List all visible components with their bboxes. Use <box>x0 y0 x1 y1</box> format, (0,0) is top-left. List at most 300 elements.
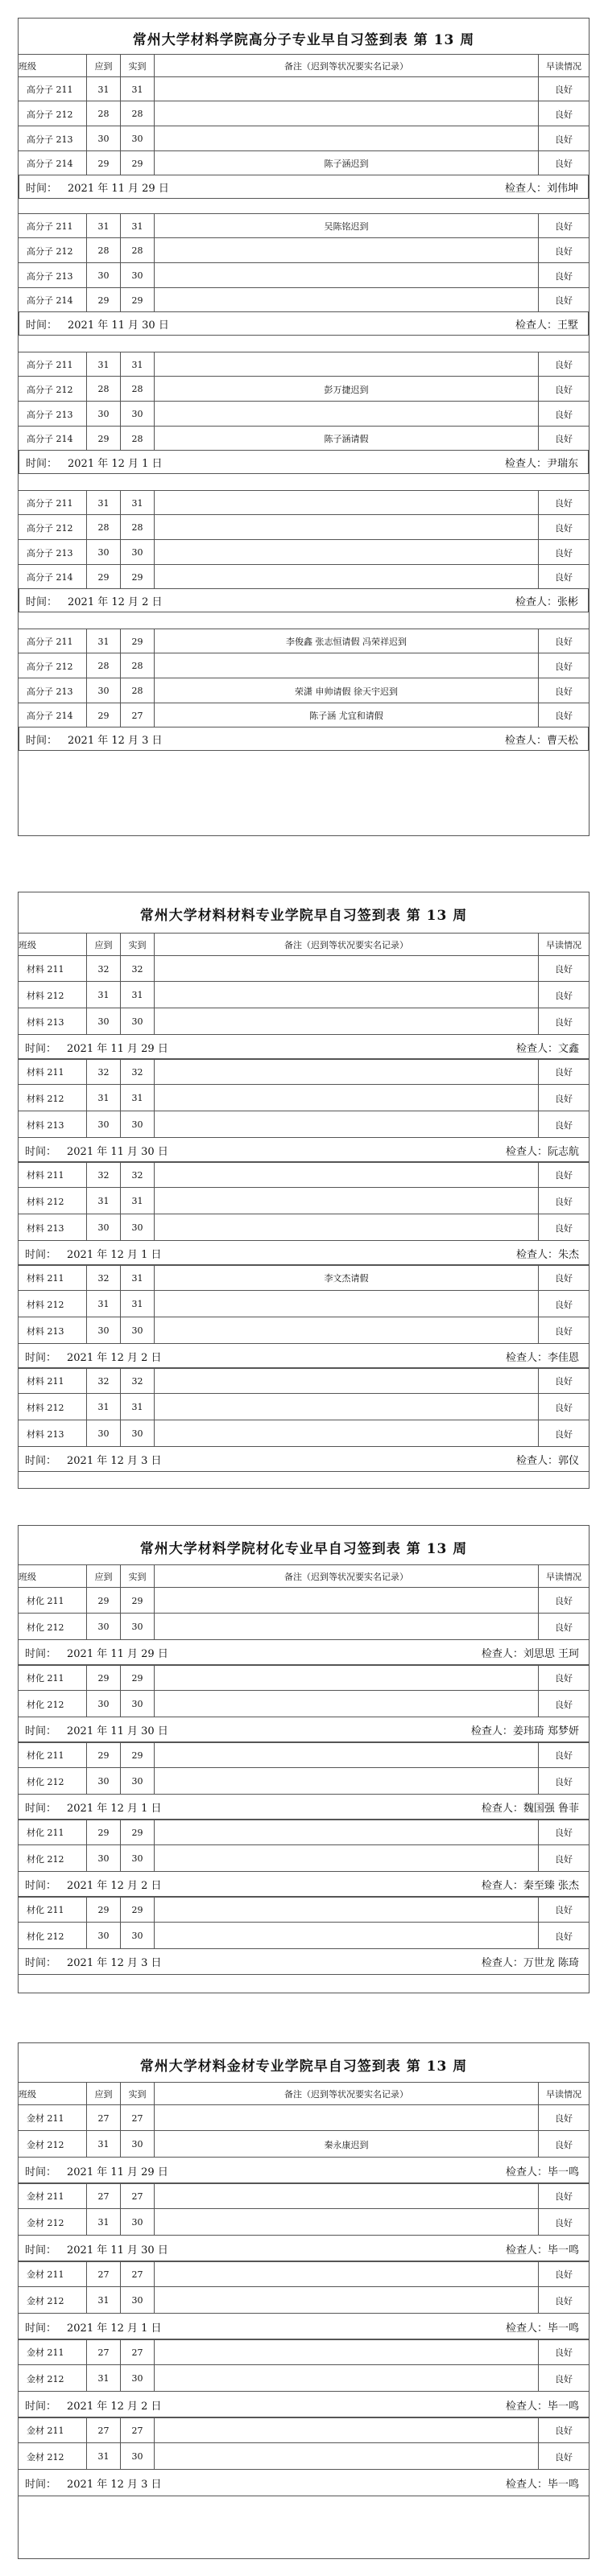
note-cell: 荣潇 申帅请假 徐天宇迟到 <box>155 678 539 703</box>
note-cell <box>155 653 539 678</box>
status-cell: 良好 <box>555 434 573 444</box>
class-cell: 材化 211 <box>19 1588 87 1614</box>
inspector-label: 检查人： <box>515 319 557 332</box>
date-inspector-row <box>19 311 589 336</box>
note-cell <box>155 1059 539 1085</box>
time-label: 时间： <box>25 2400 57 2413</box>
status-cell: 良好 <box>555 1750 573 1761</box>
date-inspector-row <box>19 727 589 751</box>
actual-attend-cell: 32 <box>121 1162 155 1188</box>
sheet-title: 常州大学材料学院高分子专业早自习签到表 第 13 周 <box>132 32 475 48</box>
header-note: 备注（迟到等状况要实名记录） <box>155 2083 539 2105</box>
inspector-text <box>505 455 578 470</box>
should-attend-cell: 31 <box>87 629 121 653</box>
should-attend-cell: 29 <box>87 151 121 175</box>
should-attend-cell: 28 <box>87 515 121 540</box>
actual-attend-cell: 28 <box>121 427 155 451</box>
table-row <box>19 1058 589 1085</box>
status-cell: 良好 <box>555 1828 573 1838</box>
note-cell <box>155 982 539 1008</box>
status-cell: 良好 <box>555 1428 573 1440</box>
class-cell: 材化 212 <box>19 1614 87 1640</box>
note-cell <box>155 1691 539 1717</box>
date-inspector-row <box>19 588 589 612</box>
note-cell <box>155 1768 539 1795</box>
note-cell <box>155 352 539 377</box>
actual-attend-cell: 30 <box>121 1845 155 1872</box>
date-text: 2021 年 12 月 1 日 <box>67 1803 162 1815</box>
class-cell: 金材 211 <box>19 2417 87 2443</box>
status-cell: 良好 <box>555 1673 573 1684</box>
note-cell <box>155 2105 539 2131</box>
table-row <box>19 1613 589 1640</box>
table-row <box>19 2130 589 2158</box>
actual-attend-cell: 29 <box>121 1742 155 1768</box>
status-cell: 良好 <box>555 1093 573 1104</box>
should-attend-cell: 31 <box>87 2131 121 2158</box>
time-label: 时间： <box>25 1957 57 1969</box>
should-attend-cell: 31 <box>87 2365 121 2392</box>
actual-attend-cell: 30 <box>121 2131 155 2158</box>
table-row <box>19 1084 589 1111</box>
class-cell: 材化 211 <box>19 1820 87 1845</box>
inspector-name: 秦至臻 张杰 <box>523 1880 579 1892</box>
note-cell <box>155 1897 539 1923</box>
date-text: 2021 年 11 月 30 日 <box>68 319 169 332</box>
should-attend-cell: 30 <box>87 1923 121 1949</box>
date-text: 2021 年 11 月 29 日 <box>67 1648 168 1660</box>
should-attend-cell: 31 <box>87 214 121 238</box>
note-cell: 李俊鑫 张志恒请假 冯荣祥迟到 <box>155 629 539 653</box>
inspector-name: 魏国强 鲁菲 <box>523 1803 579 1815</box>
note-cell <box>155 2339 539 2365</box>
date-text: 2021 年 11 月 30 日 <box>67 1145 168 1158</box>
note-cell <box>155 101 539 126</box>
date-inspector-row <box>19 1343 589 1369</box>
status-cell: 良好 <box>555 637 573 647</box>
status-cell: 良好 <box>555 1273 573 1284</box>
should-attend-cell: 29 <box>87 1588 121 1614</box>
actual-attend-cell: 30 <box>121 1008 155 1035</box>
actual-attend-cell: 27 <box>121 2183 155 2209</box>
should-attend-cell: 30 <box>87 1008 121 1035</box>
status-cell: 良好 <box>555 360 573 370</box>
note-cell <box>155 1394 539 1420</box>
table-row <box>19 539 589 565</box>
time-label: 时间： <box>25 2478 57 2491</box>
actual-attend-cell: 30 <box>121 1317 155 1344</box>
should-attend-cell: 29 <box>87 1820 121 1845</box>
table-row <box>19 1587 589 1614</box>
status-cell: 良好 <box>555 964 573 975</box>
should-attend-cell: 32 <box>87 1368 121 1394</box>
should-attend-cell: 30 <box>87 402 121 427</box>
table-row <box>19 1664 589 1691</box>
note-cell <box>155 2365 539 2392</box>
inspector-text <box>506 1143 579 1158</box>
date-text: 2021 年 12 月 3 日 <box>67 1957 162 1969</box>
actual-attend-cell: 28 <box>121 515 155 540</box>
actual-attend-cell: 28 <box>121 238 155 263</box>
class-cell: 材料 213 <box>19 1111 87 1138</box>
table-row <box>19 1290 589 1317</box>
class-cell: 金材 211 <box>19 2105 87 2131</box>
date-text: 2021 年 11 月 30 日 <box>67 1725 168 1737</box>
date-inspector-row <box>19 2313 589 2340</box>
note-cell <box>155 402 539 427</box>
date-text: 2021 年 12 月 1 日 <box>68 457 163 470</box>
date-inspector-row <box>19 1034 589 1060</box>
header-status: 早读情况 <box>546 2089 581 2100</box>
inspector-name: 张彬 <box>556 596 578 608</box>
actual-attend-cell: 30 <box>121 1214 155 1241</box>
actual-attend-cell: 30 <box>121 1111 155 1138</box>
table-row <box>19 2417 589 2443</box>
time-label: 时间： <box>25 1880 57 1892</box>
note-cell <box>155 238 539 263</box>
time-label: 时间： <box>26 596 58 608</box>
class-cell: 高分子 213 <box>19 402 87 427</box>
status-cell: 良好 <box>555 1699 573 1710</box>
note-cell <box>155 1162 539 1188</box>
inspector-name: 朱杰 <box>557 1248 579 1261</box>
sheet-title: 常州大学材料学院材化专业早自习签到表 第 13 周 <box>139 1541 468 1557</box>
inspector-label: 检查人： <box>505 2166 548 2178</box>
date-inspector-row <box>19 1948 589 1975</box>
table-row <box>19 955 589 982</box>
note-cell: 陈子涵请假 <box>155 427 539 451</box>
class-cell: 材料 213 <box>19 1420 87 1447</box>
inspector-label: 检查人： <box>504 182 547 195</box>
actual-attend-cell: 29 <box>121 565 155 589</box>
time-label: 时间： <box>25 2322 57 2335</box>
inspector-text <box>505 732 578 747</box>
table-row <box>19 2261 589 2287</box>
actual-attend-cell: 27 <box>121 703 155 727</box>
header-note: 备注（迟到等状况要实名记录） <box>155 1565 539 1588</box>
inspector-label: 检查人： <box>515 1454 558 1467</box>
table-row <box>19 101 589 126</box>
actual-attend-cell: 29 <box>121 1665 155 1691</box>
actual-attend-cell: 27 <box>121 2105 155 2131</box>
status-cell: 良好 <box>555 1222 573 1234</box>
note-cell <box>155 1742 539 1768</box>
status-cell: 良好 <box>555 221 573 232</box>
class-cell: 材化 212 <box>19 1691 87 1717</box>
note-cell <box>155 126 539 151</box>
note-cell <box>155 956 539 982</box>
table-row <box>19 1367 589 1394</box>
inspector-label: 检查人： <box>505 2478 548 2491</box>
actual-attend-cell: 28 <box>121 678 155 703</box>
date-text: 2021 年 12 月 2 日 <box>68 596 163 608</box>
actual-attend-cell: 32 <box>121 1059 155 1085</box>
date-inspector-row <box>19 450 589 474</box>
status-cell: 良好 <box>555 2269 573 2280</box>
note-cell <box>155 263 539 288</box>
table-row <box>19 1393 589 1420</box>
table-row <box>19 1420 589 1447</box>
actual-attend-cell: 31 <box>121 77 155 101</box>
table-row <box>19 2339 589 2365</box>
class-cell: 材化 211 <box>19 1742 87 1768</box>
class-cell: 材料 212 <box>19 1394 87 1420</box>
date-inspector-row <box>19 1794 589 1820</box>
should-attend-cell: 30 <box>87 1691 121 1717</box>
actual-attend-cell: 28 <box>121 101 155 126</box>
date-text: 2021 年 11 月 29 日 <box>68 182 169 195</box>
note-cell <box>155 1614 539 1640</box>
inspector-text <box>482 1877 579 1892</box>
inspector-name: 曹天松 <box>546 734 578 747</box>
should-attend-cell: 27 <box>87 2417 121 2443</box>
inspector-text <box>506 2319 579 2335</box>
class-cell: 材料 213 <box>19 1317 87 1344</box>
note-cell <box>155 1317 539 1344</box>
class-cell: 材化 211 <box>19 1665 87 1691</box>
table-row <box>19 2208 589 2236</box>
actual-attend-cell: 29 <box>121 151 155 175</box>
status-cell: 良好 <box>555 2373 573 2384</box>
should-attend-cell: 32 <box>87 956 121 982</box>
status-cell: 良好 <box>555 1325 573 1337</box>
inspector-name: 万世龙 陈琦 <box>523 1957 579 1969</box>
class-cell: 高分子 214 <box>19 565 87 589</box>
time-label: 时间： <box>25 1042 57 1055</box>
status-cell: 良好 <box>555 84 573 95</box>
should-attend-cell: 29 <box>87 288 121 312</box>
class-cell: 金材 212 <box>19 2365 87 2392</box>
status-cell: 良好 <box>555 2295 573 2306</box>
note-cell <box>155 1291 539 1317</box>
table-row <box>19 1008 589 1035</box>
actual-attend-cell: 30 <box>121 540 155 565</box>
date-inspector-row <box>19 1717 589 1743</box>
status-cell: 良好 <box>555 1776 573 1787</box>
inspector-name: 毕一鸣 <box>547 2244 579 2257</box>
class-cell: 材料 211 <box>19 956 87 982</box>
date-text: 2021 年 12 月 1 日 <box>67 2322 162 2335</box>
status-cell: 良好 <box>555 1299 573 1310</box>
note-cell: 彭万捷迟到 <box>155 377 539 402</box>
status-cell: 良好 <box>555 1119 573 1131</box>
table-row <box>19 262 589 288</box>
inspector-label: 检查人： <box>504 457 547 470</box>
actual-attend-cell: 32 <box>121 956 155 982</box>
class-cell: 材化 211 <box>19 1897 87 1923</box>
inspector-name: 毕一鸣 <box>547 2166 579 2178</box>
status-cell: 良好 <box>555 1402 573 1413</box>
class-cell: 材料 211 <box>19 1368 87 1394</box>
time-label: 时间： <box>25 1648 57 1660</box>
date-inspector-row <box>19 2235 589 2262</box>
class-cell: 金材 212 <box>19 2443 87 2470</box>
note-cell <box>155 491 539 515</box>
inspector-name: 郭仪 <box>557 1454 579 1467</box>
date-text: 2021 年 12 月 1 日 <box>67 1248 162 1261</box>
date-text: 2021 年 12 月 3 日 <box>67 2478 162 2491</box>
status-cell: 良好 <box>555 409 573 420</box>
note-cell <box>155 565 539 589</box>
table-row <box>19 629 589 653</box>
note-cell <box>155 2209 539 2236</box>
note-cell <box>155 1923 539 1949</box>
table-row <box>19 1819 589 1845</box>
date-text: 2021 年 12 月 2 日 <box>67 2400 162 2413</box>
inspector-label: 检查人： <box>515 1042 558 1055</box>
actual-attend-cell: 30 <box>121 263 155 288</box>
inspector-text <box>482 1799 579 1815</box>
date-inspector-row <box>19 175 589 199</box>
status-cell: 良好 <box>555 1016 573 1028</box>
status-cell: 良好 <box>555 1196 573 1207</box>
inspector-text <box>516 1246 579 1261</box>
should-attend-cell: 31 <box>87 1291 121 1317</box>
class-cell: 材料 212 <box>19 1085 87 1111</box>
date-text: 2021 年 11 月 29 日 <box>67 1042 168 1055</box>
date-text: 2021 年 12 月 2 日 <box>67 1351 162 1364</box>
table-row <box>19 76 589 101</box>
class-cell: 材料 211 <box>19 1162 87 1188</box>
status-cell: 良好 <box>555 134 573 145</box>
should-attend-cell: 30 <box>87 263 121 288</box>
class-cell: 材化 212 <box>19 1923 87 1949</box>
time-label: 时间： <box>25 1145 57 1158</box>
header-should: 应到 <box>87 934 121 956</box>
time-label: 时间： <box>25 1248 57 1261</box>
status-cell: 良好 <box>555 270 573 282</box>
time-label: 时间： <box>25 2244 57 2257</box>
class-cell: 材料 212 <box>19 982 87 1008</box>
should-attend-cell: 27 <box>87 2105 121 2131</box>
table-row <box>19 678 589 703</box>
header-status: 早读情况 <box>546 1572 581 1582</box>
class-cell: 材料 211 <box>19 1265 87 1291</box>
should-attend-cell: 29 <box>87 427 121 451</box>
inspector-text <box>482 1645 579 1660</box>
inspector-text <box>506 2475 579 2491</box>
date-inspector-row <box>19 1871 589 1898</box>
table-row <box>19 126 589 151</box>
actual-attend-cell: 28 <box>121 377 155 402</box>
note-cell <box>155 515 539 540</box>
actual-attend-cell: 30 <box>121 2209 155 2236</box>
actual-attend-cell: 30 <box>121 2287 155 2314</box>
date-inspector-row <box>19 1240 589 1266</box>
inspector-label: 检查人： <box>481 1648 523 1660</box>
table-row <box>19 352 589 377</box>
time-label: 时间： <box>25 2166 57 2178</box>
inspector-name: 毕一鸣 <box>547 2478 579 2491</box>
header-actual: 实到 <box>121 55 155 77</box>
class-cell: 材料 212 <box>19 1291 87 1317</box>
inspector-label: 检查人： <box>470 1725 513 1737</box>
status-cell: 良好 <box>555 1376 573 1387</box>
class-cell: 高分子 213 <box>19 678 87 703</box>
inspector-label: 检查人： <box>515 596 557 608</box>
table-row <box>19 401 589 427</box>
table-row <box>19 1767 589 1795</box>
note-cell <box>155 1845 539 1872</box>
note-cell <box>155 1111 539 1138</box>
should-attend-cell: 32 <box>87 1059 121 1085</box>
time-label: 时间： <box>25 1725 57 1737</box>
inspector-text <box>506 2241 579 2257</box>
status-cell: 良好 <box>555 686 573 697</box>
table-row <box>19 1896 589 1923</box>
table-row <box>19 150 589 175</box>
should-attend-cell: 28 <box>87 377 121 402</box>
note-cell: 陈子涵迟到 <box>155 151 539 175</box>
table-row <box>19 1264 589 1291</box>
status-cell: 良好 <box>555 1905 573 1915</box>
status-cell: 良好 <box>555 159 573 169</box>
should-attend-cell: 31 <box>87 1394 121 1420</box>
status-cell: 良好 <box>555 2113 573 2124</box>
inspector-text <box>505 179 578 195</box>
status-cell: 良好 <box>555 109 573 120</box>
date-inspector-row <box>19 1137 589 1163</box>
status-cell: 良好 <box>555 384 573 395</box>
actual-attend-cell: 31 <box>121 1291 155 1317</box>
inspector-name: 李佳恩 <box>547 1351 579 1364</box>
status-cell: 良好 <box>555 1170 573 1181</box>
inspector-label: 检查人： <box>504 734 547 747</box>
table-header <box>19 1564 589 1588</box>
table-row <box>19 237 589 263</box>
inspector-name: 刘伟坤 <box>546 182 578 195</box>
time-label: 时间： <box>26 457 58 470</box>
note-cell <box>155 1820 539 1845</box>
class-cell: 高分子 213 <box>19 263 87 288</box>
actual-attend-cell: 30 <box>121 1614 155 1640</box>
status-cell: 良好 <box>555 2191 573 2202</box>
inspector-label: 检查人： <box>505 2400 548 2413</box>
date-inspector-row <box>19 1639 589 1666</box>
inspector-text <box>515 593 578 608</box>
header-actual: 实到 <box>121 1565 155 1588</box>
sheet-title: 常州大学材料材料专业学院早自习签到表 第 13 周 <box>139 908 468 924</box>
class-cell: 高分子 212 <box>19 238 87 263</box>
table-row <box>19 564 589 589</box>
note-cell <box>155 2443 539 2470</box>
class-cell: 材料 213 <box>19 1008 87 1035</box>
table-row <box>19 1690 589 1717</box>
inspector-name: 王墅 <box>556 319 578 332</box>
status-cell: 良好 <box>555 245 573 257</box>
status-cell: 良好 <box>555 1596 573 1606</box>
should-attend-cell: 30 <box>87 540 121 565</box>
inspector-name: 刘思思 王珂 <box>523 1648 579 1660</box>
actual-attend-cell: 27 <box>121 2261 155 2287</box>
status-cell: 良好 <box>555 295 573 306</box>
status-cell: 良好 <box>555 2426 573 2436</box>
class-cell: 材料 213 <box>19 1214 87 1241</box>
should-attend-cell: 27 <box>87 2261 121 2287</box>
actual-attend-cell: 30 <box>121 1923 155 1949</box>
inspector-label: 检查人： <box>505 1145 548 1158</box>
date-text: 2021 年 12 月 3 日 <box>67 1454 162 1467</box>
note-cell <box>155 1368 539 1394</box>
inspector-label: 检查人： <box>481 1880 523 1892</box>
class-cell: 高分子 211 <box>19 77 87 101</box>
should-attend-cell: 30 <box>87 1614 121 1640</box>
header-class: 班级 <box>19 55 87 77</box>
class-cell: 高分子 214 <box>19 427 87 451</box>
inspector-name: 阮志航 <box>547 1145 579 1158</box>
time-label: 时间： <box>26 319 58 332</box>
sign-in-sheet <box>18 2042 590 2559</box>
